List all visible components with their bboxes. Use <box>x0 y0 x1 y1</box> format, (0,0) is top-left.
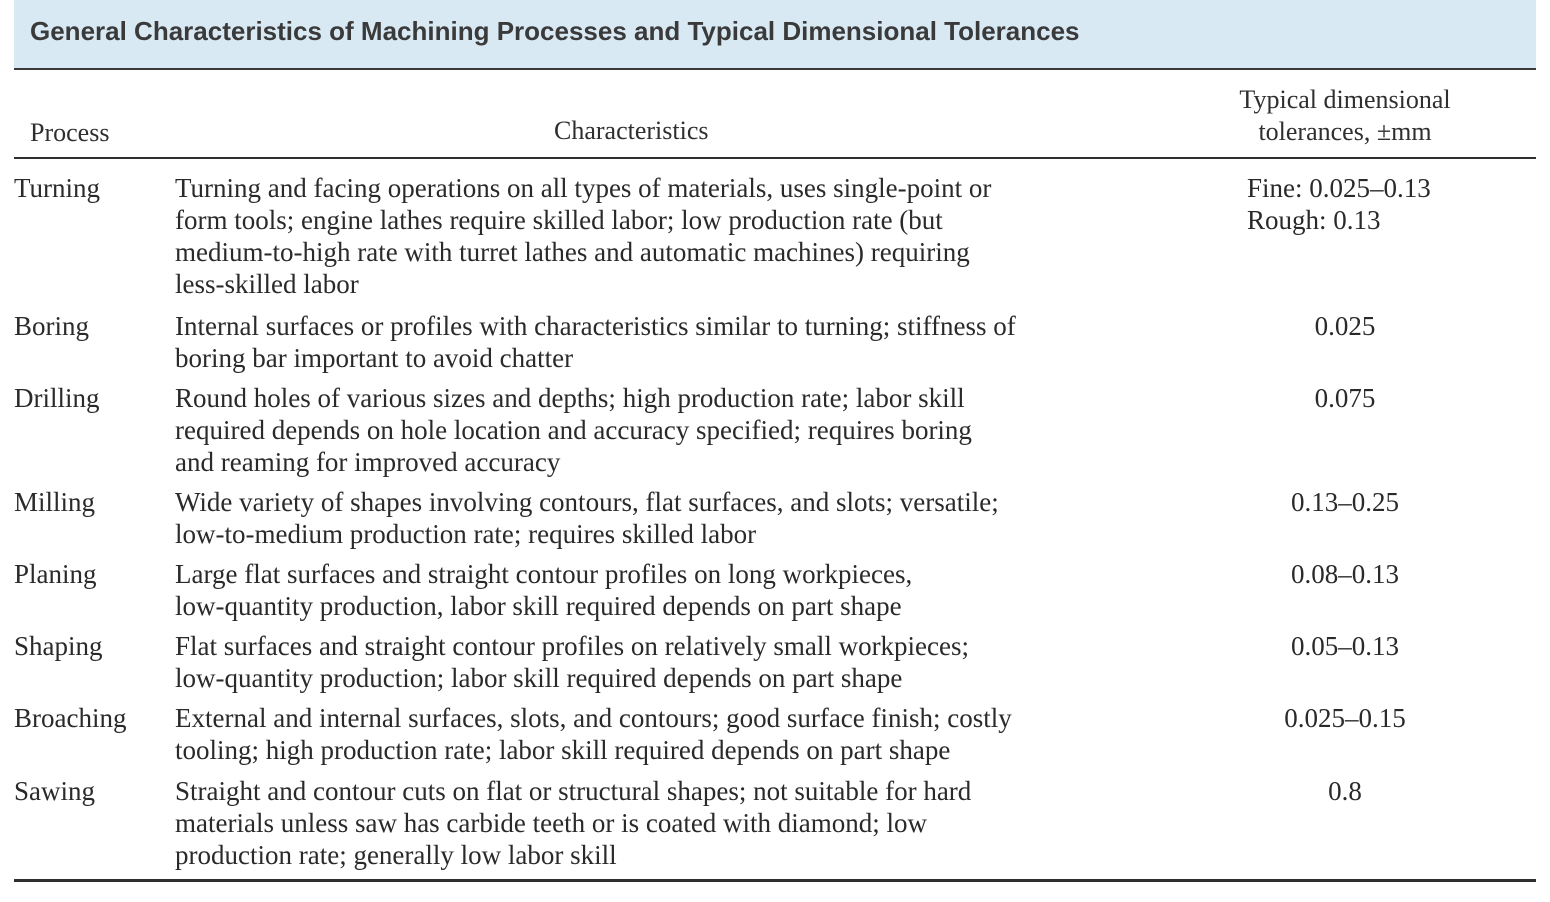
table-title: General Characteristics of Machining Processes and Typical Dimensional Tolerances <box>30 16 1080 46</box>
table-title-bar <box>14 0 1536 70</box>
characteristics-line: production rate; generally low labor skill <box>175 840 617 870</box>
tolerance-value <box>1200 775 1490 807</box>
process-name: Boring <box>14 311 90 341</box>
characteristics-line: Turning and facing operations on all types of materials, uses single-point or <box>175 173 992 203</box>
characteristics-text <box>175 486 1135 550</box>
table-bottom-divider <box>14 879 1536 882</box>
process-name: Shaping <box>14 631 103 661</box>
tolerance-line: 0.025–0.15 <box>1284 703 1406 733</box>
characteristics-line: less-skilled labor <box>175 269 359 299</box>
column-header-characteristics: Characteristics <box>554 116 709 145</box>
tolerance-line: 0.8 <box>1328 776 1362 806</box>
characteristics-text <box>175 172 1135 300</box>
characteristics-text <box>175 310 1135 374</box>
tolerance-line: 0.025 <box>1314 311 1376 341</box>
characteristics-line: External and internal surfaces, slots, and contours; good surface finish; costly <box>175 703 1012 733</box>
tolerance-value <box>1200 382 1490 414</box>
characteristics-line: low-quantity production, labor skill required depends on part shape <box>175 591 902 621</box>
tolerance-line: Rough: 0.13 <box>1247 205 1381 235</box>
characteristics-line: Flat surfaces and straight contour profiles on relatively small workpieces; <box>175 631 970 661</box>
characteristics-text <box>175 382 1135 478</box>
tolerance-line: 0.075 <box>1314 383 1376 413</box>
characteristics-line: low-quantity production; labor skill required depends on part shape <box>175 663 903 693</box>
process-name: Planing <box>14 559 97 589</box>
characteristics-line: tooling; high production rate; labor skill required depends on part shape <box>175 735 951 765</box>
column-header-tolerances-line1: Typical dimensional <box>1239 85 1451 114</box>
characteristics-text <box>175 775 1135 871</box>
characteristics-line: Wide variety of shapes involving contours, flat surfaces, and slots; versatile; <box>175 487 999 517</box>
tolerance-line: 0.05–0.13 <box>1291 631 1399 661</box>
characteristics-text <box>175 558 1135 622</box>
characteristics-line: Straight and contour cuts on flat or structural shapes; not suitable for hard <box>175 776 972 806</box>
tolerance-line: Fine: 0.025–0.13 <box>1247 173 1431 203</box>
characteristics-line: required depends on hole location and accuracy specified; requires boring <box>175 415 972 445</box>
characteristics-text <box>175 702 1135 766</box>
characteristics-line: form tools; engine lathes require skilled labor; low production rate (but <box>175 205 943 235</box>
tolerance-line: 0.08–0.13 <box>1291 559 1399 589</box>
process-name: Drilling <box>14 383 100 413</box>
tolerance-value <box>1200 310 1490 342</box>
characteristics-text <box>175 630 1135 694</box>
characteristics-line: low-to-medium production rate; requires skilled labor <box>175 519 757 549</box>
tolerance-line: 0.13–0.25 <box>1291 487 1399 517</box>
characteristics-line: boring bar important to avoid chatter <box>175 343 574 373</box>
process-name: Milling <box>14 487 96 517</box>
characteristics-line: and reaming for improved accuracy <box>175 447 561 477</box>
column-header-tolerances-line2: tolerances, ±mm <box>1258 117 1432 146</box>
characteristics-line: Internal surfaces or profiles with characteristics similar to turning; stiffness of <box>175 311 1016 341</box>
characteristics-line: materials unless saw has carbide teeth or is coated with diamond; low <box>175 808 928 838</box>
column-header-process: Process <box>30 118 110 147</box>
tolerance-value <box>1200 558 1490 590</box>
tolerance-value <box>1247 172 1537 236</box>
process-name: Turning <box>14 173 101 203</box>
column-header-tolerances <box>1210 84 1480 148</box>
header-divider <box>14 157 1536 159</box>
tolerance-value <box>1200 630 1490 662</box>
characteristics-line: medium-to-high rate with turret lathes and automatic machines) requiring <box>175 237 970 267</box>
tolerance-value <box>1200 702 1490 734</box>
tolerance-value <box>1200 486 1490 518</box>
process-name: Broaching <box>14 703 127 733</box>
process-name: Sawing <box>14 776 95 806</box>
characteristics-line: Large flat surfaces and straight contour profiles on long workpieces, <box>175 559 913 589</box>
characteristics-line: Round holes of various sizes and depths; high production rate; labor skill <box>175 383 965 413</box>
